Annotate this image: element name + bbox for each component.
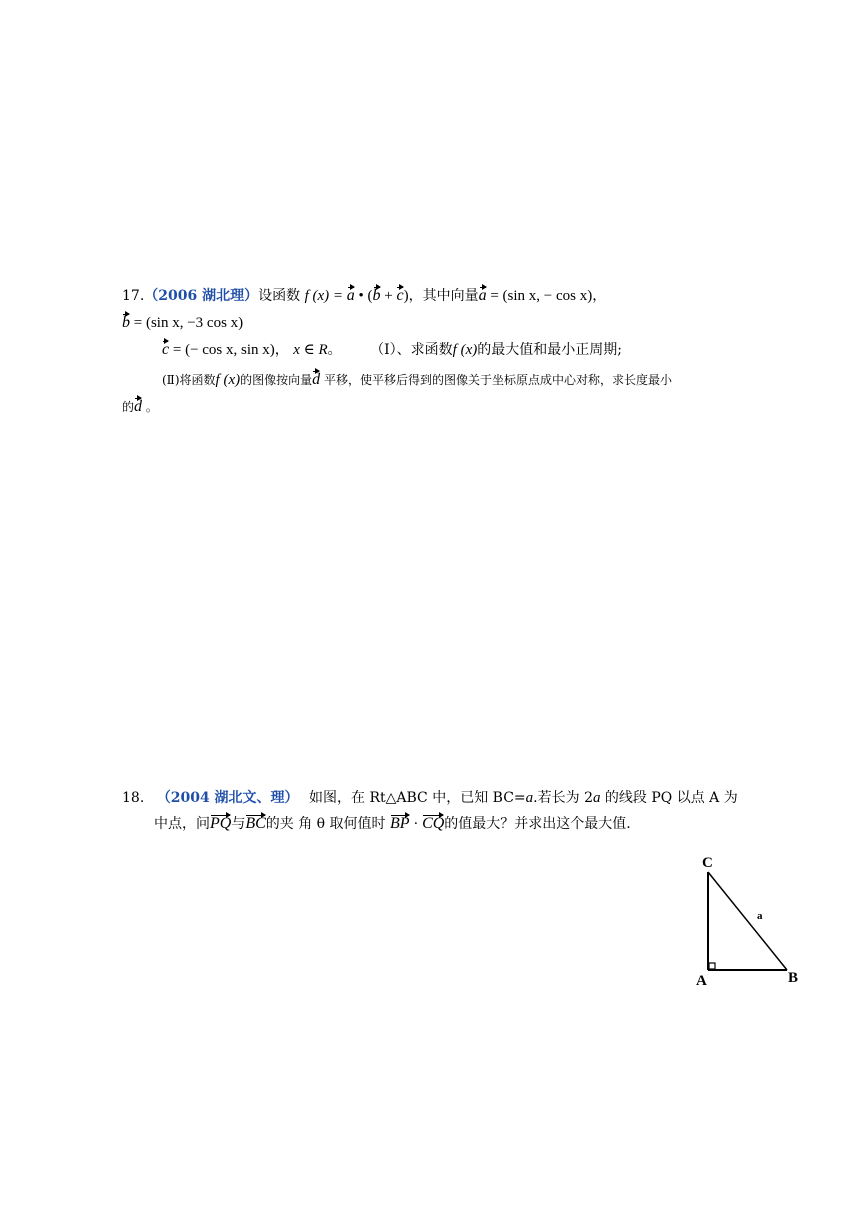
vector-cq: CQ xyxy=(422,815,445,832)
part-1: （Ⅰ）、求函数 xyxy=(370,342,453,358)
vector-a: a xyxy=(478,287,487,304)
text: ，其中向量 xyxy=(408,288,479,304)
math-fx: f (x) xyxy=(215,372,241,388)
problem-18-line-1 xyxy=(122,789,738,807)
text: 的夹 角 θ 取何值时 xyxy=(265,816,386,832)
label-b: B xyxy=(788,970,799,986)
text: 的最大值和最小正周期; xyxy=(477,342,622,358)
math-f: f (x) = xyxy=(304,288,347,304)
vector-c: c xyxy=(162,341,170,358)
math-domain: x ∈ R xyxy=(293,342,328,358)
label-c: C xyxy=(702,855,713,871)
side-bc xyxy=(708,872,787,970)
problem-number: 17. xyxy=(122,288,145,304)
text: 的线段 PQ 以点 A 为 xyxy=(600,790,738,806)
problem-17-line-1 xyxy=(122,287,606,305)
vector-bc: BC xyxy=(245,815,266,832)
math-b-def: = (sin x, −3 cos x) xyxy=(130,315,244,331)
problem-source: （2006 湖北理） xyxy=(144,288,259,304)
math-fx: f (x) xyxy=(452,342,478,358)
vector-b: b xyxy=(372,287,381,304)
vector-a: a xyxy=(346,287,355,304)
label-a: A xyxy=(696,973,707,989)
problem-18-line-2 xyxy=(154,815,631,833)
text: 中点，问 xyxy=(154,816,210,832)
problem-17-line-3 xyxy=(162,341,622,359)
text: 的图像按向量 xyxy=(240,373,313,387)
text: 。 xyxy=(327,342,342,358)
problem-17-line-2 xyxy=(122,314,243,332)
text: 的 xyxy=(122,400,135,414)
vector-d: d xyxy=(134,398,143,415)
label-side-a: a xyxy=(757,910,763,922)
math-a: a xyxy=(525,790,534,806)
math-a: a xyxy=(592,790,601,806)
math-dot: • ( xyxy=(354,288,373,304)
text: 的值最大？并求出这个最大值. xyxy=(444,816,631,832)
right-angle-mark xyxy=(709,963,715,969)
text: 与 xyxy=(231,816,246,832)
text: 如图，在 Rt△ABC 中，已知 BC= xyxy=(309,790,526,806)
math-dot: · xyxy=(409,816,423,832)
triangle-figure xyxy=(690,850,810,995)
text: 设函数 xyxy=(258,288,301,304)
text: .若长为 2 xyxy=(533,790,593,806)
vector-pq: PQ xyxy=(210,815,232,832)
text: 。 xyxy=(145,400,158,414)
text: ， xyxy=(274,342,289,358)
part-2: (Ⅱ)将函数 xyxy=(162,373,216,387)
vector-c: c xyxy=(396,287,404,304)
math-a-def: = (sin x, − cos x) xyxy=(486,288,593,304)
problem-number: 18. xyxy=(122,790,145,806)
problem-17-line-5 xyxy=(122,398,158,416)
vector-d: d xyxy=(312,371,321,388)
text: ， xyxy=(592,288,607,304)
math-c-def: = (− cos x, sin x) xyxy=(169,342,275,358)
vector-b: b xyxy=(122,314,130,331)
math-close: ) xyxy=(403,288,409,304)
problem-17-line-4 xyxy=(162,371,672,389)
problem-source: （2004 湖北文、理） xyxy=(156,790,299,806)
text: 平移，使平移后得到的图像关于坐标原点成中心对称，求长度最小 xyxy=(323,373,672,387)
math-plus: + xyxy=(380,288,397,304)
vector-bp: BP xyxy=(390,815,410,832)
